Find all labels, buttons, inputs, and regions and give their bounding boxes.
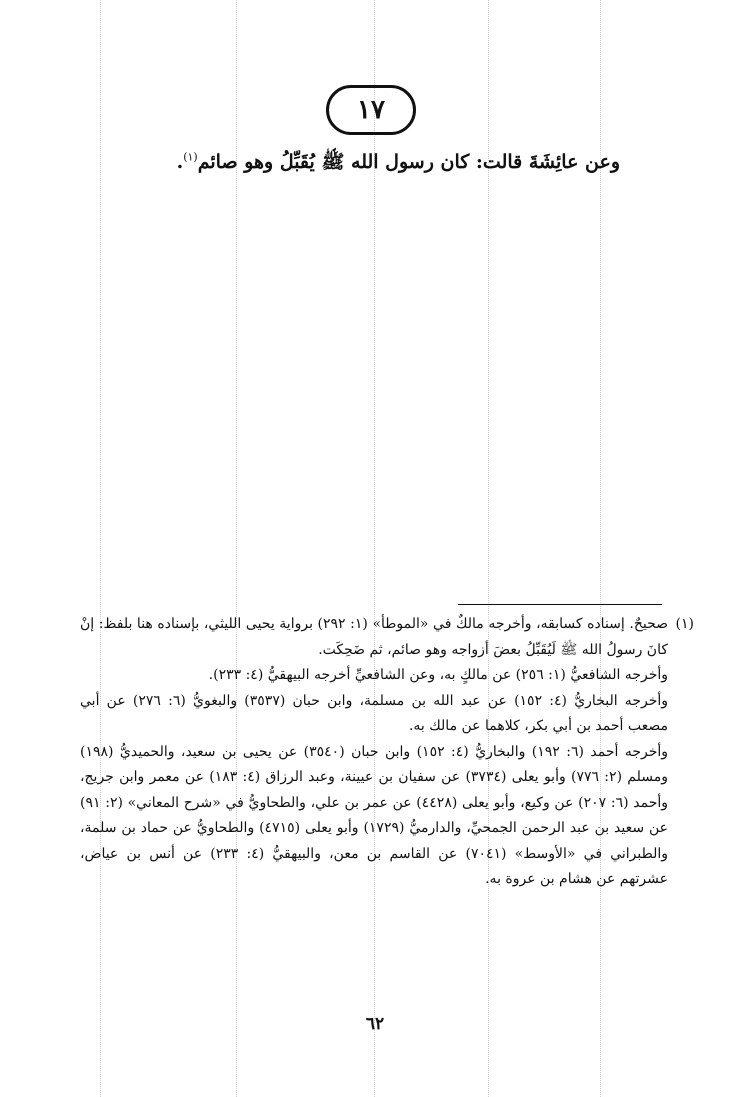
footnote-block bbox=[80, 612, 694, 893]
footnote-number: (١) bbox=[675, 616, 694, 632]
hadith-text: وعن عائِشَةَ قالت: كان رسول الله ﷺ يُقَبِّلُ وهو صائم bbox=[197, 151, 620, 173]
hadith-number-badge bbox=[326, 85, 416, 135]
page-number: ٦٢ bbox=[365, 1014, 385, 1034]
footnote-paragraph: وأخرجه البخاريُّ (٤: ١٥٢) عن عبد الله بن مسلمة، وابن حبان (٣٥٣٧) والبغويُّ (٦: ٢٧٦) عن أبي مصعب أحمد بن أبي بكر، كلاهما عن مالك به. bbox=[80, 692, 668, 734]
footnote-separator bbox=[458, 604, 662, 605]
footnote-paragraph: وأخرجه الشافعيُّ (١: ٢٥٦) عن مالكٍ به، وعن الشافعيِّ أخرجه البيهقيُّ (٤: ٢٣٣). bbox=[208, 667, 668, 683]
hadith-footnote-ref[interactable]: (١) bbox=[183, 150, 198, 164]
footnote-paragraph: صحيحٌ. إسناده كسابقه، وأخرجه مالكٌ في «الموطأ» (١: ٢٩٢) برواية يحيى الليثي، بإسناده هنا بلفظ: إنْ كانَ رسولُ الله ﷺ لَيُقَبِّلُ بعضَ أزواجه وهو صائم، ثم ضَحِكَت. bbox=[80, 616, 669, 658]
footnote-paragraph: وأخرجه أحمد (٦: ١٩٢) والبخاريُّ (٤: ١٥٢) وابن حبان (٣٥٤٠) عن يحيى بن سعيد، والحميديُّ (١٩٨) ومسلم (٢: ٧٧٦) وأبو يعلى (٣٧٣٤) عن سفيان بن عيينة، وعبد الرزاق (٤: ١٨٣) عن معمر وابن جريج، وأحمد (٦: ٢٠٧) عن وكيع، وأبو يعلى (٤٤٢٨) عن عمر بن علي، والطحاويُّ في «شرح المعاني» (٢: ٩١) عن سعيد بن عبد الرحمن الجمحيِّ، والدارميُّ (١٧٢٩) وأبو يعلى (٤٧١٥) والطحاويُّ عن حماد بن سلمة، والطبراني في «الأوسط» (٧٠٤١) عن القاسم بن معن، والبيهقيُّ (٤: ٢٣٣) عن أنس بن عياض، عشرتهم عن هشام بن عروة به. bbox=[80, 743, 669, 887]
hadith-text-line bbox=[100, 150, 620, 178]
hadith-number: ١٧ bbox=[357, 95, 385, 125]
hadith-end: . bbox=[176, 151, 184, 173]
